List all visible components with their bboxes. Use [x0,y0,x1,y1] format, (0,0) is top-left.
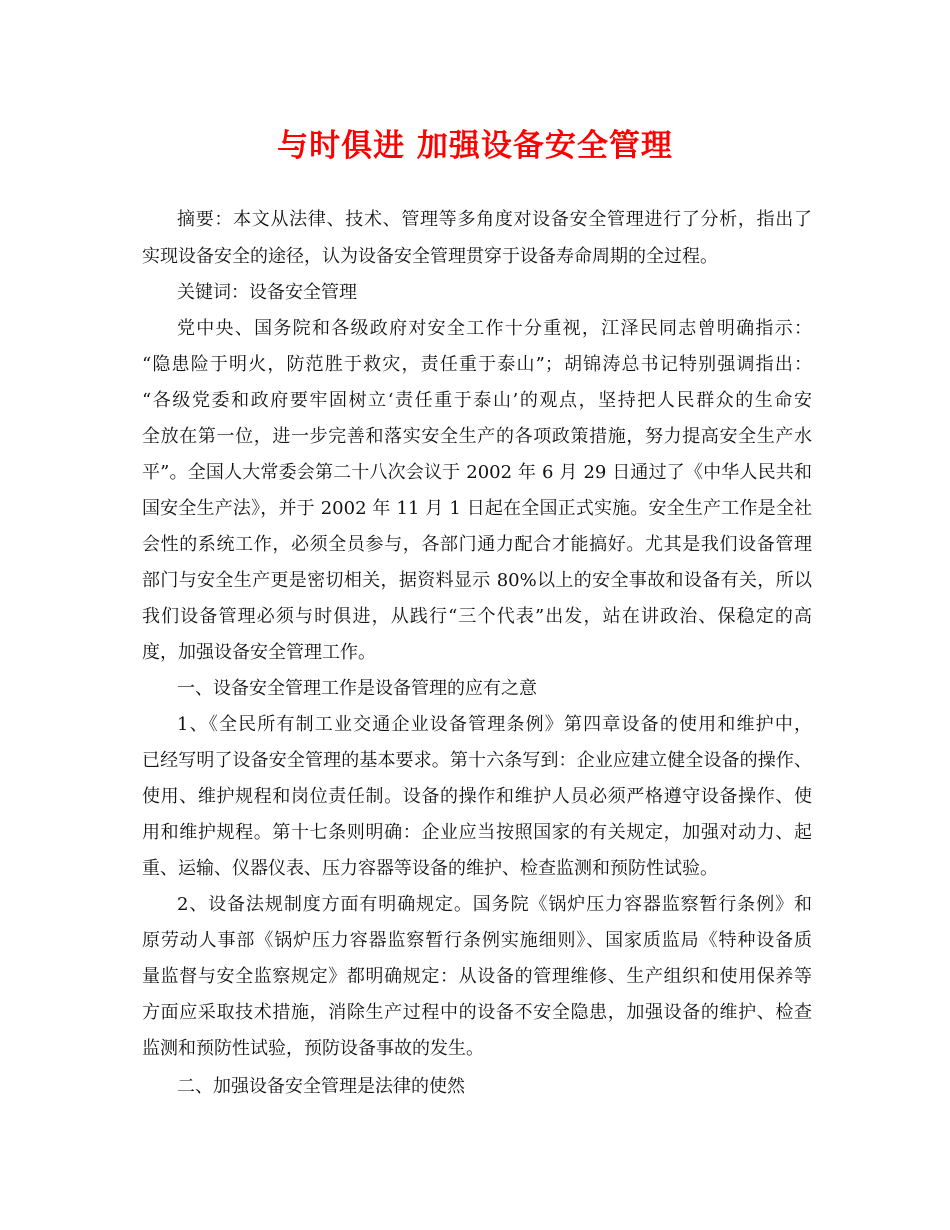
paragraph-line: 量监督与安全监察规定》都明确规定：从设备的管理维修、生产组织和使用保养等 [142,966,812,987]
paragraph-line: 2、设备法规制度方面有明确规定。国务院《锅炉压力容器监察暂行条例》和 [177,894,812,915]
paragraph-line: 重、运输、仪器仪表、压力容器等设备的维护、检查监测和预防性试验。 [142,858,718,879]
document-title: 与时俱进 加强设备安全管理 [277,128,673,164]
paragraph-line: 原劳动人事部《锅炉压力容器监察暂行条例实施细则》、国家质监局《特种设备质 [142,930,812,951]
paragraph-line: 平”。全国人大常委会第二十八次会议于 2002 年 6 月 29 日通过了《中华人民共和 [142,462,812,483]
paragraph-line: “各级党委和政府要牢固树立‘责任重于泰山’的观点，坚持把人民群众的生命安 [142,390,812,411]
paragraph-line: 1、《全民所有制工业交通企业设备管理条例》第四章设备的使用和维护中， [177,714,812,735]
paragraph-line: 我们设备管理必须与时俱进，从践行“三个代表”出发，站在讲政治、保稳定的高 [142,606,812,627]
paragraph-line: 会性的系统工作，必须全员参与，各部门通力配合才能搞好。尤其是我们设备管理 [142,534,812,555]
section-heading-1: 一、设备安全管理工作是设备管理的应有之意 [177,678,537,699]
paragraph-line: 度，加强设备安全管理工作。 [142,642,376,663]
paragraph-line: 使用、维护规程和岗位责任制。设备的操作和维护人员必须严格遵守设备操作、使 [142,786,812,807]
abstract-line-1: 摘要：本文从法律、技术、管理等多角度对设备安全管理进行了分析，指出了 [177,209,812,230]
paragraph-line: 已经写明了设备安全管理的基本要求。第十六条写到：企业应建立健全设备的操作、 [142,750,812,771]
keywords-line: 关键词：设备安全管理 [177,282,357,303]
paragraph-line: 党中央、国务院和各级政府对安全工作十分重视，江泽民同志曾明确指示： [177,318,812,339]
paragraph-line: 用和维护规程。第十七条则明确：企业应当按照国家的有关规定，加强对动力、起 [142,822,812,843]
section-heading-2: 二、加强设备安全管理是法律的使然 [177,1076,465,1097]
paragraph-line: 国安全生产法》，并于 2002 年 11 月 1 日起在全国正式实施。安全生产工作是全社 [142,498,812,519]
paragraph-line: 监测和预防性试验，预防设备事故的发生。 [142,1038,484,1059]
paragraph-line: “隐患险于明火，防范胜于救灾，责任重于泰山”；胡锦涛总书记特别强调指出： [142,354,812,375]
paragraph-line: 部门与安全生产更是密切相关，据资料显示 80%以上的安全事故和设备有关，所以 [142,570,812,591]
abstract-line-2: 实现设备安全的途径，认为设备安全管理贯穿于设备寿命周期的全过程。 [142,246,718,267]
paragraph-line: 全放在第一位，进一步完善和落实安全生产的各项政策措施，努力提高安全生产水 [142,426,812,447]
paragraph-line: 方面应采取技术措施，消除生产过程中的设备不安全隐患，加强设备的维护、检查 [142,1002,812,1023]
